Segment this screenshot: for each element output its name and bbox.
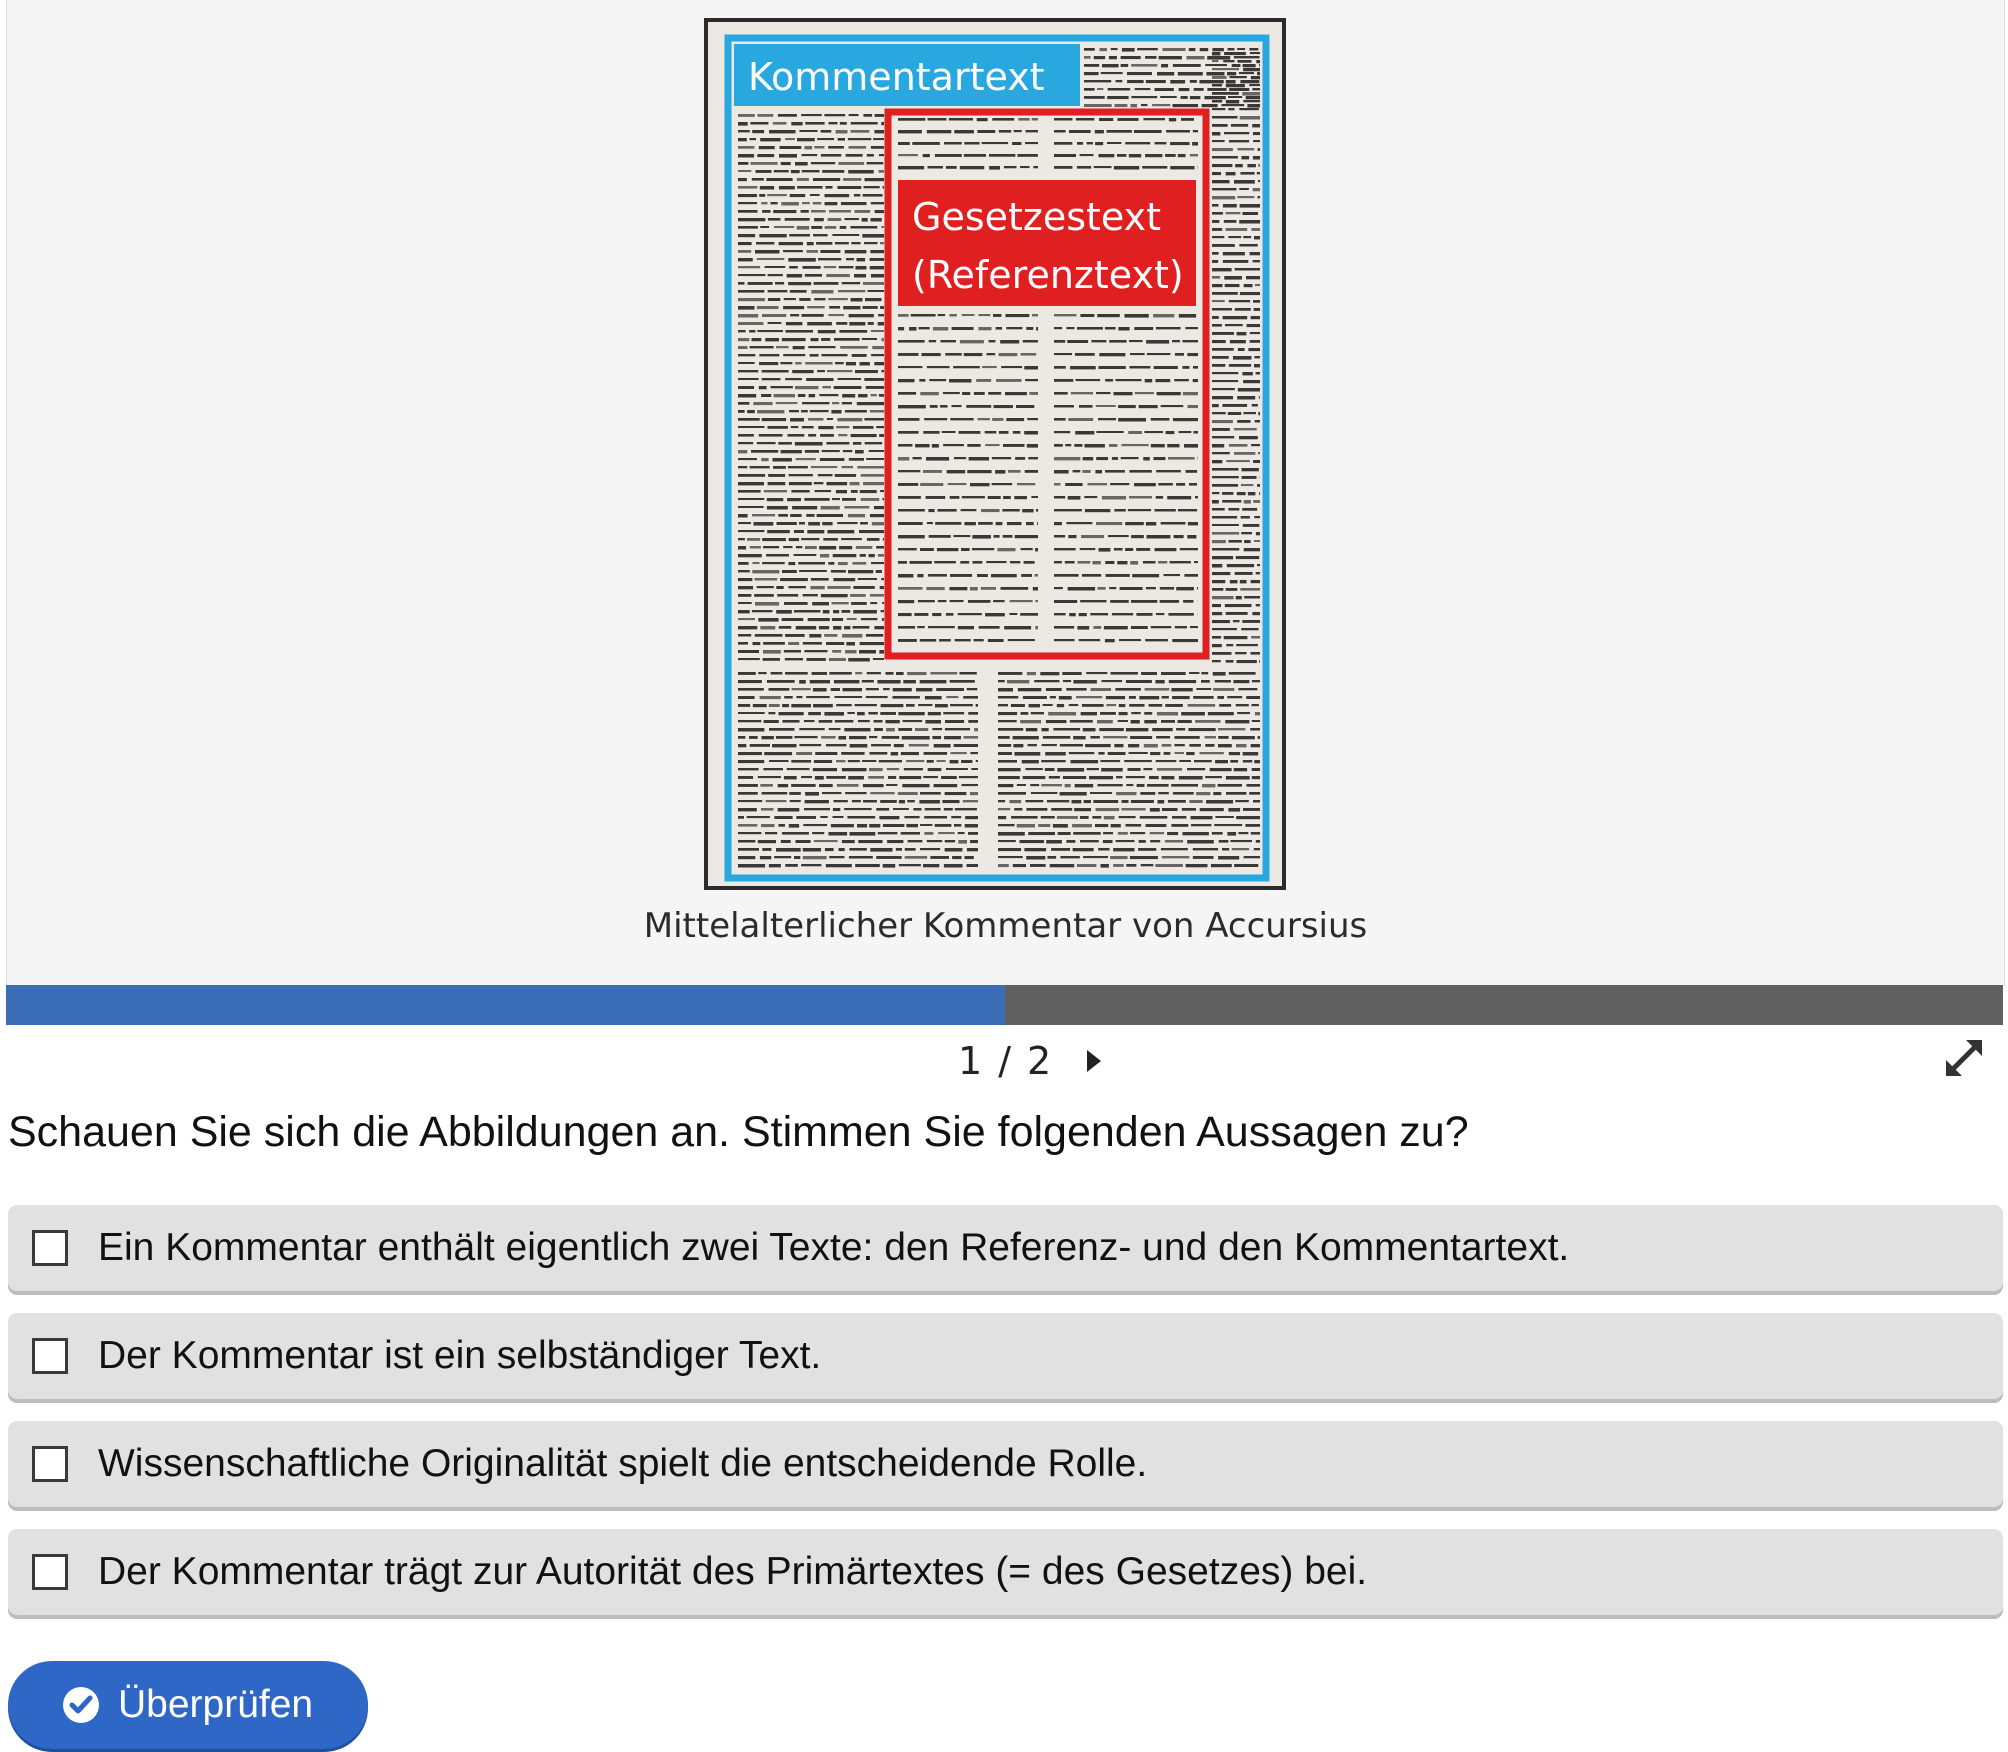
answer-label: Wissenschaftliche Originalität spielt die entscheidende Rolle. (98, 1442, 1148, 1485)
answer-label: Der Kommentar ist ein selbständiger Text. (98, 1334, 822, 1377)
answer-option-4[interactable] (8, 1529, 2003, 1615)
answer-list (8, 1205, 2003, 1637)
answer-label: Ein Kommentar enthält eigentlich zwei Texte: den Referenz- und den Kommentartext. (98, 1226, 1570, 1269)
answer-option-2[interactable] (8, 1313, 2003, 1399)
slideshow-viewer (6, 0, 2005, 985)
slideshow-progress (6, 985, 2003, 1025)
slide-pager (958, 1036, 1101, 1086)
law-label-line2: (Referenztext) (912, 253, 1184, 297)
next-slide-icon[interactable] (1087, 1050, 1101, 1072)
slide-caption: Mittelalterlicher Kommentar von Accursius (643, 906, 1368, 946)
answer-checkbox[interactable] (32, 1230, 68, 1266)
question-text: Schauen Sie sich die Abbildungen an. Stimmen Sie folgenden Aussagen zu? (8, 1108, 1469, 1156)
manuscript-illustration (708, 22, 1282, 886)
answer-option-1[interactable] (8, 1205, 2003, 1291)
check-circle-icon (62, 1686, 100, 1724)
progress-fill (6, 985, 1005, 1025)
check-button[interactable] (8, 1661, 368, 1749)
manuscript-image (704, 18, 1286, 890)
answer-checkbox[interactable] (32, 1446, 68, 1482)
commentary-label: Kommentartext (748, 55, 1045, 99)
answer-label: Der Kommentar trägt zur Autorität des Primärtextes (= des Gesetzes) bei. (98, 1550, 1368, 1593)
law-label-line1: Gesetzestext (912, 195, 1162, 239)
page-separator: / (998, 1039, 1011, 1083)
fullscreen-icon[interactable] (1942, 1036, 1986, 1080)
manuscript-text-lines (738, 48, 1260, 868)
current-page: 1 (958, 1039, 983, 1083)
answer-option-3[interactable] (8, 1421, 2003, 1507)
check-button-label: Überprüfen (118, 1683, 314, 1726)
answer-checkbox[interactable] (32, 1554, 68, 1590)
total-pages: 2 (1027, 1039, 1052, 1083)
answer-checkbox[interactable] (32, 1338, 68, 1374)
